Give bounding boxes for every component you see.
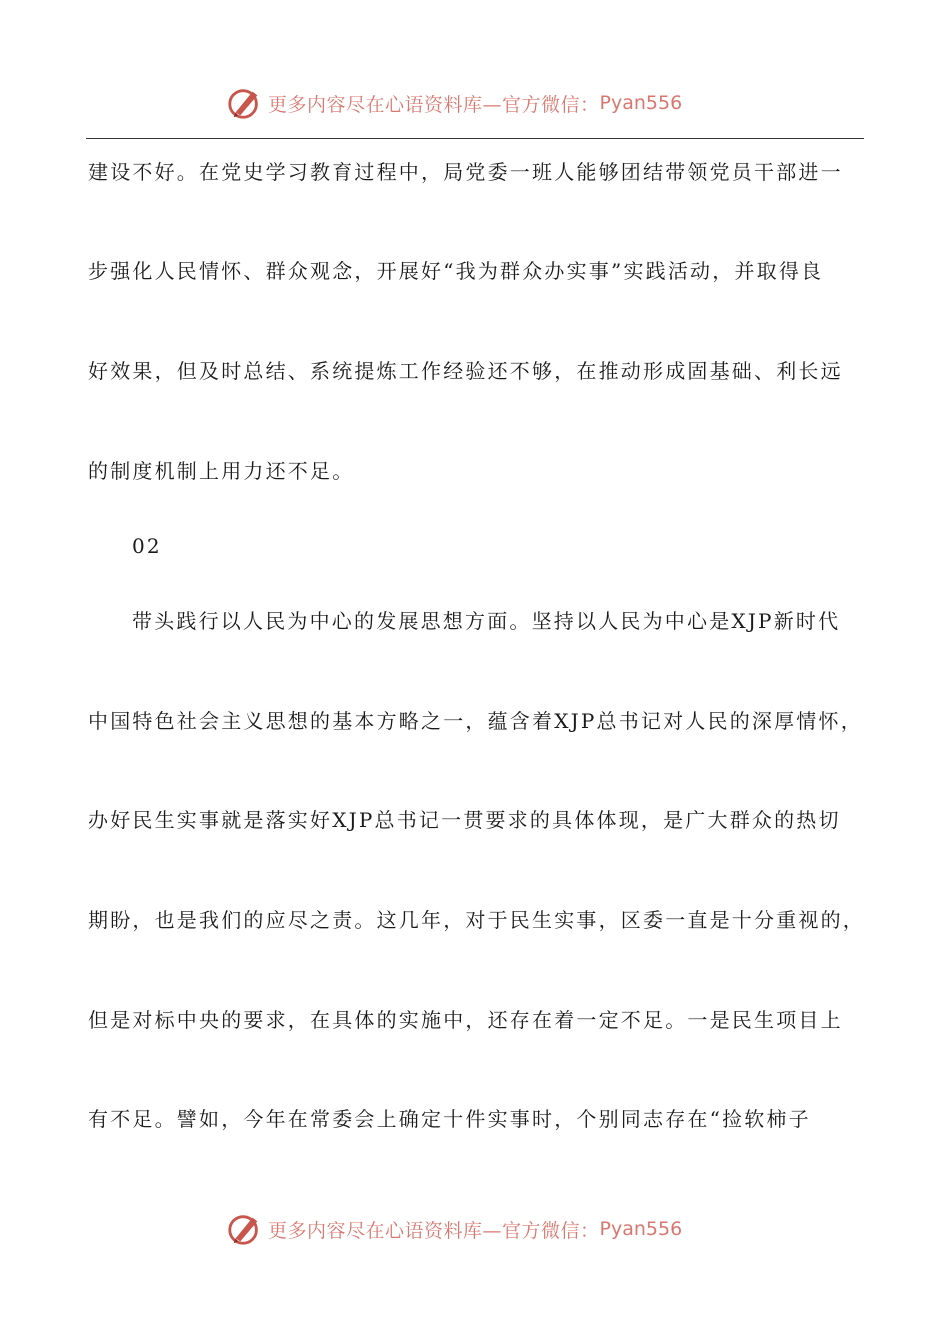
header-brand-text: 更多内容尽在心语资料库—官方微信： (268, 93, 600, 116)
footer-brand-text: 更多内容尽在心语资料库—官方微信： (268, 1219, 600, 1242)
text-line: 的制度机制上用力还不足。 (88, 459, 355, 483)
section-number: 02 (132, 534, 162, 558)
text-line: 有不足。譬如，今年在常委会上确定十件实事时，个别同志存在“捡软柿子 (88, 1107, 811, 1131)
pen-logo-icon (226, 84, 264, 122)
text-line: 但是对标中央的要求，在具体的实施中，还存在着一定不足。一是民生项目上 (88, 1008, 843, 1032)
footer-brand-id: Pyan556 (599, 1218, 683, 1240)
text-line: 好效果，但及时总结、系统提炼工作经验还不够，在推动形成固基础、利长远 (88, 359, 843, 383)
header-brand (226, 84, 682, 122)
text-line: 建设不好。在党史学习教育过程中，局党委一班人能够团结带领党员干部进一 (88, 160, 843, 184)
footer-brand (226, 1210, 682, 1248)
page-footer (0, 1208, 950, 1252)
text-line: 步强化人民情怀、群众观念，开展好“我为群众办实事”实践活动，并取得良 (88, 259, 824, 283)
header-divider (86, 138, 864, 139)
pen-logo-icon (226, 1210, 264, 1248)
text-line: 带头践行以人民为中心的发展思想方面。坚持以人民为中心是XJP新时代 (132, 609, 841, 633)
text-line: 中国特色社会主义思想的基本方略之一，蕴含着XJP总书记对人民的深厚情怀， (88, 709, 863, 733)
page-header (0, 82, 950, 126)
text-line: 办好民生实事就是落实好XJP总书记一贯要求的具体体现，是广大群众的热切 (88, 808, 841, 832)
header-brand-id: Pyan556 (599, 92, 683, 114)
text-line: 期盼，也是我们的应尽之责。这几年，对于民生实事，区委一直是十分重视的， (88, 908, 865, 932)
